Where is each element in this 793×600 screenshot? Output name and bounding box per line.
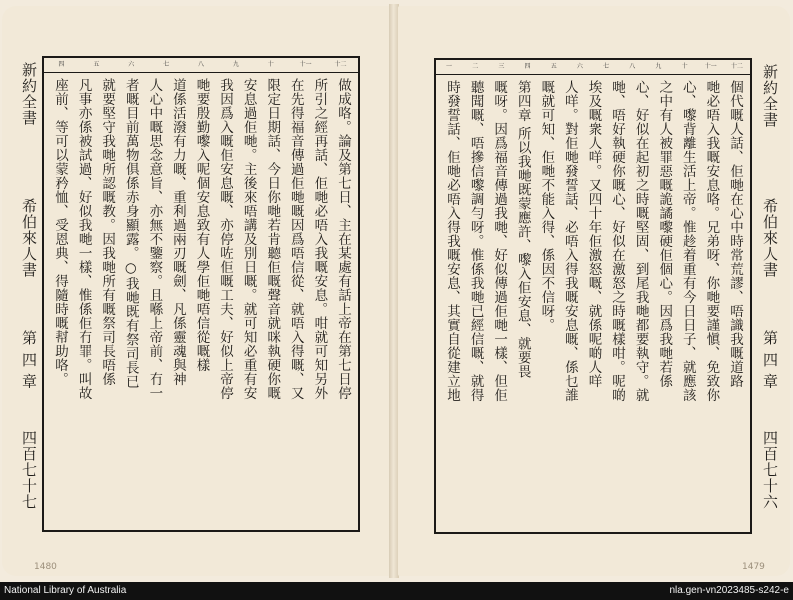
text-column: 做成咯。論及第七日、主在某處有話上帝在第七日停 bbox=[334, 78, 351, 400]
verse-number: 一 bbox=[446, 63, 453, 70]
right-book-title: 希伯來人書 bbox=[761, 198, 779, 278]
text-column: 限定日期話、今日你哋若肯聽佢嘅聲音就咪執硬你嘅 bbox=[264, 78, 281, 400]
verse-number: 十一 bbox=[704, 63, 717, 70]
text-column: 哋要殷勤嚟入呢個安息致有人學佢哋唔信從嘅樣 bbox=[193, 78, 210, 372]
text-column: 座前、等可以蒙矜恤、受恩典、得隨時嘅幇助咯。 bbox=[52, 78, 68, 386]
left-page-number: 四百七十七 bbox=[20, 430, 38, 510]
text-column: 我因爲入嘅佢安息嘅、亦停咗佢嘅工夫、好似上帝停 bbox=[217, 78, 234, 400]
right-book-name: 新約全書 bbox=[761, 64, 779, 128]
text-column: 凡事亦係被試過、好似我哋一樣、惟係佢冇罪。叫故 bbox=[75, 78, 92, 400]
right-text-columns bbox=[442, 80, 744, 526]
library-footer-bar bbox=[0, 582, 793, 600]
verse-number: 二 bbox=[472, 63, 479, 70]
verse-number: 十 bbox=[681, 63, 688, 70]
verse-number: 十 bbox=[267, 61, 274, 68]
right-archive-note: 1479 bbox=[742, 562, 765, 572]
text-column: 所引之經再話、佢哋必唔入我嘅安息。咁就可知另外 bbox=[311, 78, 328, 400]
verse-number: 三 bbox=[498, 63, 505, 70]
item-identifier: nla.gen-vn2023485-s242-e bbox=[669, 585, 789, 596]
left-chapter-label: 第 四 章 bbox=[20, 330, 38, 390]
verse-number: 十一 bbox=[299, 61, 312, 68]
text-column: 心、好似在起初之時嘅堅固、到尾我哋都要執守。就 bbox=[632, 80, 649, 402]
text-column: 心、嚟背離生活上帝。惟趁着重有今日日子、就應該 bbox=[679, 80, 696, 402]
verse-number: 七 bbox=[603, 63, 610, 70]
left-text-frame bbox=[42, 56, 360, 532]
left-archive-note: 1480 bbox=[34, 562, 57, 572]
right-verse-header bbox=[436, 60, 750, 75]
verse-number: 九 bbox=[655, 63, 662, 70]
left-text-columns bbox=[50, 78, 352, 524]
library-credit: National Library of Australia bbox=[4, 585, 127, 596]
text-column: 人心中嘅思念意旨、亦無不鑒察。且喺上帝前、冇一 bbox=[146, 78, 163, 400]
text-column: 在先得福音傳過佢哋嘅因爲唔信從、就唔入得嘅、又 bbox=[287, 78, 304, 400]
text-column: 時發誓話、佢哋必唔入得我嘅安息、其實自從建立地 bbox=[444, 80, 460, 402]
verse-number: 十二 bbox=[730, 63, 743, 70]
text-column: 聽聞嘅、唔摻信嚟調勻呀。惟係我哋已經信嘅、就得 bbox=[467, 80, 484, 402]
text-column: 人咩。對佢哋發誓話、必唔入得我嘅安息嘅、係乜誰 bbox=[561, 80, 578, 402]
right-text-frame bbox=[434, 58, 752, 534]
verse-number: 九 bbox=[232, 61, 239, 68]
text-column: 哋、唔好執硬你嘅心、好似在激怒之時嘅樣咁。呢啲 bbox=[609, 80, 626, 402]
text-column: 埃及嘅衆人咩。又四十年佢激怒嘅、就係呢啲人咩 bbox=[585, 80, 602, 388]
verse-number: 八 bbox=[629, 63, 636, 70]
text-column: 第四章 所以我哋既蒙應許、嚟入佢安息、就要畏 bbox=[514, 80, 531, 379]
verse-number: 四 bbox=[524, 63, 531, 70]
text-column: 嘅就可知、佢哋不能入得、係因不信呀。 bbox=[538, 80, 555, 332]
left-book-title: 希伯來人書 bbox=[20, 198, 38, 278]
text-column: 哋必唔入我嘅安息咯。兄弟呀、你哋要謹愼、免致你 bbox=[703, 80, 720, 402]
verse-number: 六 bbox=[576, 63, 583, 70]
text-column: 者嘅目前萬物俱係赤身顯露。○我哋既有祭司長已 bbox=[122, 78, 139, 389]
verse-number: 十二 bbox=[334, 61, 347, 68]
verse-number: 八 bbox=[197, 61, 204, 68]
text-column: 嘅呀。因爲福音傳過我哋、好似傳過佢哋一樣、但佢 bbox=[491, 80, 508, 402]
text-column: 安息過佢哋。主後來唔講及別日嘅。就可知必重有安 bbox=[240, 78, 257, 400]
text-column: 之中有人被罪惡嘅詭譎嚟硬佢個心。因爲我哋若係 bbox=[656, 80, 673, 388]
verse-number: 七 bbox=[163, 61, 170, 68]
right-page-number: 四百七十六 bbox=[761, 430, 779, 510]
verse-number: 五 bbox=[93, 61, 100, 68]
verse-number: 五 bbox=[550, 63, 557, 70]
right-chapter-label: 第 四 章 bbox=[761, 330, 779, 390]
text-column: 個代嘅人話、佢哋在心中時常荒謬、唔識我嘅道路 bbox=[726, 80, 743, 388]
verse-number: 四 bbox=[58, 61, 65, 68]
text-column: 就要堅守我哋所認嘅教。因我哋所有嘅祭司長唔係 bbox=[99, 78, 116, 386]
text-column: 道係活潑有力嘅、重利過兩刃嘅劍、凡係靈魂與神 bbox=[169, 78, 186, 386]
left-book-name: 新約全書 bbox=[20, 62, 38, 126]
left-verse-header bbox=[44, 58, 358, 73]
verse-number: 六 bbox=[128, 61, 135, 68]
